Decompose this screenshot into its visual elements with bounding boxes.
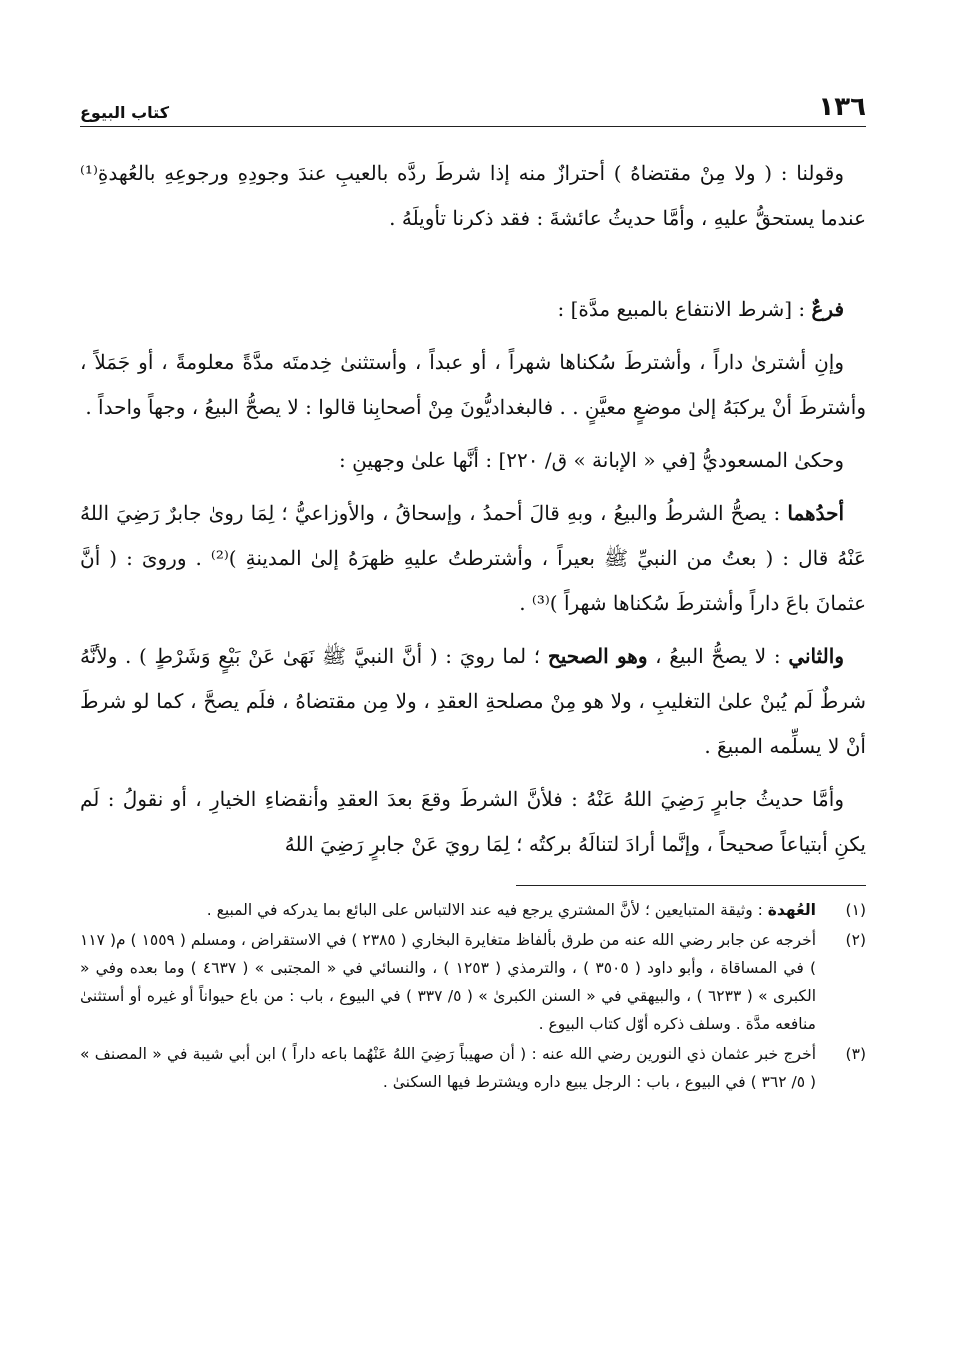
footnote-term: العُهدة — [767, 901, 816, 919]
first-view-label: أحدُهما — [787, 501, 844, 525]
paragraph-far — [80, 287, 866, 332]
first-view-text: : يصحُّ الشرطُ والبيعُ ، وبهِ قالَ أحمدُ ، وإسحاقُ ، والأوزاعيُّ ؛ لِمَا روىٰ جابرٌ رَضِيَ اللهُ عَنْهُ قال : ( بعتُ من النبيِّ ﷺ بعيراً ، وأشترطتُ عليهِ ظهرَهُ إلىٰ المدينةِ )⁽²⁾ . وروىَ : ( أنَّ عثمانَ باعَ داراً وأشترطَ سُكناها شهراً )⁽³⁾ . — [80, 501, 866, 615]
book-page — [80, 88, 866, 1098]
running-title: كتاب البيوع — [80, 103, 170, 122]
footnote-1 — [80, 896, 866, 924]
page-header — [80, 88, 866, 127]
paragraph-5 — [80, 491, 866, 626]
far-label: فرعٌ — [811, 297, 844, 321]
footnotes — [80, 896, 866, 1096]
footnote-number: (٢) — [845, 931, 866, 949]
footnote-number: (٣) — [845, 1045, 866, 1063]
footnote-number: (١) — [845, 901, 866, 919]
correct-view-label: وهو الصحيح — [547, 644, 648, 668]
paragraph-1: وقولنا : ( ولا مِنْ مقتضاهُ ) أحترازٌ منه إذا شرطَ ردَّه بالعيبِ عندَ وجودِهِ ورجوعِهِ بالعُهدةِ⁽¹⁾ عندما يستحقُّ عليهِ ، وأمَّا حديثُ عائشةَ : فقد ذكرنا تأويلَهُ . — [80, 161, 866, 230]
footnote-3 — [80, 1040, 866, 1096]
footnote-divider — [516, 885, 866, 886]
page-number: ١٣٦ — [818, 92, 866, 122]
footnote-body: : وثيقة المتبايعين ؛ لأنَّ المشتري يرجع فيه عند الالتباس على البائع بما يدركه في المبيع . — [206, 901, 768, 919]
main-text — [80, 151, 866, 867]
paragraph-7: وأمَّا حديثُ جابرٍ رَضِيَ اللهُ عَنْهُ : فلأنَّ الشرطَ وقعَ بعدَ العقدِ وأنقضاءِ الخيارِ ، أو نقولُ : لَم يكنِ أبتياعاً صحيحاً ، وإنَّما أرادَ لتنالَهُ بركتُه ؛ لِمَا رويَ عَنْ جابرٍ رَضِيَ اللهُ — [80, 787, 866, 856]
paragraph-4: وحكىٰ المسعوديُّ [في « الإبانة » ق/ ٢٢٠] : أنَّها علىٰ وجهينِ : — [339, 448, 844, 472]
second-view-label: والثاني — [788, 644, 844, 668]
second-view-mid: : لا يصحُّ البيعُ ، — [647, 644, 789, 668]
paragraph-6 — [80, 634, 866, 769]
footnote-2 — [80, 926, 866, 1038]
second-view-text: ؛ لما رويَ : ( أنَّ النبيَّ ﷺ نَهَىٰ عَنْ بَيْعٍ وَشَرْطٍ ) . ولأنَّهُ شرطٌ لَم يُبنْ علىٰ التغليبِ ، ولا هو مِنْ مصلحةِ العقدِ ، ولا مِن مقتضاهُ ، فلَم يصحَّ ، كما لو شرطَ أنْ لا يسلِّمه المبيعَ . — [80, 644, 866, 758]
footnote-body: أخرج خبر عثمان ذي النورين رضي الله عنه : ( أن صهيباً رَضِيَ اللهُ عَنْهُما باعه داراً ) ابن أبي شيبة في « المصنف » ( ٥/ ٣٦٢ ) في البيوع ، باب : الرجل يبيع داره ويشترط فيها السكنىٰ . — [80, 1045, 816, 1091]
paragraph-3: وإنِ أشترىٰ داراً ، وأشترطَ سُكناها شهراً ، أو عبداً ، وأستثنىٰ خِدمتَه مدَّةً معلومةً ، أو جَمَلاً ، وأشترطَ أنْ يركبَهُ إلىٰ موضعٍ معيَّنٍ . . فالبغداديُّونَ مِنْ أصحابِنا قالوا : لا يصحُّ البيعُ ، وجهاً واحداً . — [80, 350, 866, 419]
far-heading: : [شرط الانتفاع بالمبيع مدَّة] : — [557, 297, 812, 321]
footnote-body: أخرجه عن جابر رضي الله عنه من طرق بألفاظ متغايرة البخاري ( ٢٣٨٥ ) في الاستقراض ، ومسلم ( ١٥٥٩ ) م( ١١٧ ) في المساقاة ، وأبو داود ( ٣٥٠٥ ) ، والترمذي ( ١٢٥٣ ) ، والنسائي في « المجتبى » ( ٤٦٣٧ ) وما بعده وفي « الكبرى » ( ٦٢٣٣ ) ، والبيهقي في « السنن الكبرىٰ » ( ٥/ ٣٣٧ ) في البيوع ، باب : من باع حيواناً أو غيره أو أستثنىٰ منافعه مدَّة . وسلف ذكره أوّل كتاب البيوع . — [80, 931, 817, 1033]
footnote-text — [80, 896, 816, 924]
